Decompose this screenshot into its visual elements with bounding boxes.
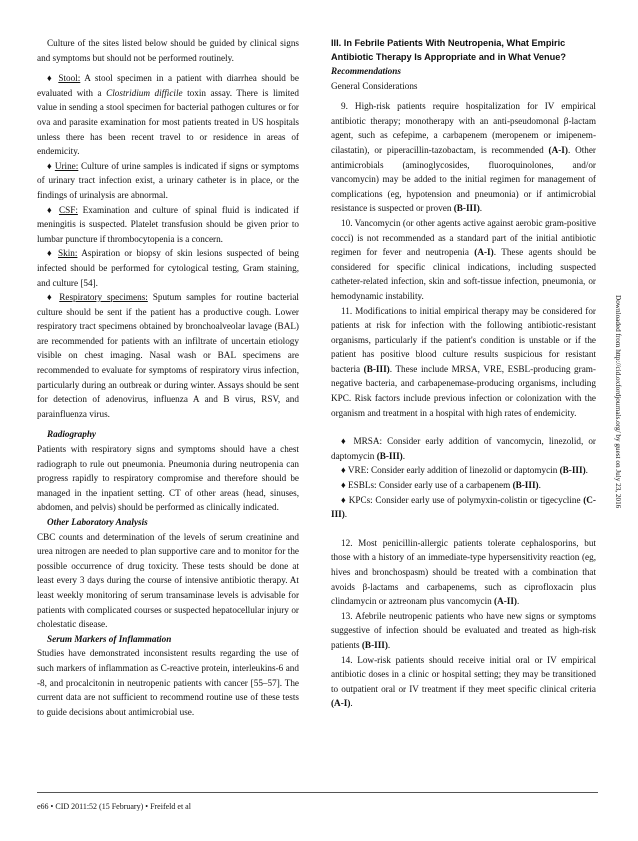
bullet-kpc: ♦ KPCs: Consider early use of polymyxin-colistin or tigecycline (C-III).	[331, 494, 596, 520]
rating: (B-III)	[361, 639, 388, 650]
page-footer: e66 • CID 2011:52 (15 February) • Freifeld et al	[37, 802, 191, 811]
csf-label: CSF:	[58, 204, 78, 215]
serum-markers-paragraph: Studies have demonstrated inconsistent results regarding the use of such markers of inflammation as C-reactive protein, interleukins-6 and -8, and procalcitonin in neutropenic patients with cancer [55–57]. The current data are not sufficient to recommend routine use of these tests to guide decisions about antimicrobial use.	[37, 648, 299, 717]
intro-paragraph: Culture of the sites listed below should be guided by clinical signs and symptoms but should not be performed routinely.	[37, 38, 299, 63]
rating: (A-II)	[494, 596, 517, 607]
stool-label: Stool:	[58, 73, 81, 84]
skin-paragraph: ♦ Skin: Aspiration or biopsy of skin lesions suspected of being infected should be performed for cytological testing, Gram staining, and culture [54].	[37, 248, 299, 288]
recommendation-12: 12. Most penicillin-allergic patients tolerate cephalosporins, but those with a history of an immediate-type hypersensitivity reaction (eg, hives and bronchospasm) should be treated with a combination that avoids β-lactams and carbapenems, such as ciprofloxacin plus clindamycin or aztreonam plus vancomycin (A-II).	[331, 537, 596, 607]
recommendations-heading: Recommendations	[331, 66, 401, 76]
skin-label: Skin:	[58, 248, 78, 259]
respiratory-label: Respiratory specimens:	[59, 292, 148, 303]
urine-paragraph: ♦ Urine: Culture of urine samples is indicated if signs or symptoms of urinary tract infection exist, a urinary catheter is in place, or the findings of urinalysis are abnormal.	[37, 160, 299, 200]
respiratory-paragraph: ♦ Respiratory specimens: Sputum samples for routine bacterial culture should be sent if the patient has a productive cough. Lower respiratory tract specimens obtained by bronchoalveolar lavage (BAL) are recommended for patients with an infiltrate of uncertain etiology visible on chest imaging. Nasal wash or BAL specimens are recommended to evaluate for symptoms of respiratory virus infection, particularly during an outbreak or during winter. Assays should be sent for detection of adenovirus, influenza A and B virus, RSV, and parainfluenza virus.	[37, 292, 299, 419]
radiography-heading: Radiography	[47, 429, 97, 440]
footer-divider	[37, 792, 598, 793]
section-heading: III. In Febrile Patients With Neutropenia, What Empiric Antibiotic Therapy Is Appropriate and in What Venue?	[331, 38, 566, 62]
rating: (B-III)	[453, 203, 480, 214]
rating: (A-I)	[548, 144, 568, 155]
radiography-paragraph: Patients with respiratory signs and symptoms should have a chest radiograph to rule out pneumonia. Pneumonia during neutropenia can progress rapidly to respiratory compromise and therefore should be managed in the inpatient setting. CT of other areas (head, sinuses, abdomen, and pelvis) should be performed as clinically indicated.	[37, 444, 299, 513]
recommendation-14: 14. Low-risk patients should receive initial oral or IV empirical antibiotic doses in a clinic or hospital setting; they may be transitioned to outpatient oral or IV treatment if they meet specific clinical criteria (A-I).	[331, 654, 596, 709]
general-considerations-heading: General Considerations	[331, 80, 418, 91]
rating: (C-III)	[331, 494, 596, 520]
bullet-mrsa: ♦ MRSA: Consider early addition of vancomycin, linezolid, or daptomycin (B-III).	[331, 436, 596, 461]
download-watermark[interactable]: Downloaded from http://cid.oxfordjournals.org/ by guest on July 23, 2016	[614, 295, 622, 509]
organism-name: Clostridium difficile	[106, 87, 183, 98]
rating: (A-I)	[474, 247, 494, 258]
csf-paragraph: ♦ CSF: Examination and culture of spinal fluid is indicated if meningitis is suspected. Platelet transfusion should be given prior to lumbar puncture if thrombocytopenia is a concern.	[37, 204, 299, 244]
right-column	[331, 36, 596, 711]
rating: (A-I)	[331, 698, 351, 709]
other-lab-paragraph: CBC counts and determination of the levels of serum creatinine and urea nitrogen are needed to plan supportive care and to monitor for the possible occurrence of drug toxicity. These tests should be done at least every 3 days during the course of intensive antibiotic therapy. At least weekly monitoring of serum transaminase levels is advisable for patients with complicated courses or suspected hepatocellular injury or cholestatic disease.	[37, 531, 299, 630]
recommendation-10: 10. Vancomycin (or other agents active against aerobic gram-positive cocci) is not recommended as a standard part of the initial antibiotic regimen for fever and neutropenia (A-I). These agents should be considered for specific clinical indications, including suspected catheter-related infection, skin and soft-tissue infection, pneumonia, or hemodynamic instability.	[331, 217, 596, 301]
rating: (B-III)	[376, 450, 403, 461]
recommendation-9: 9. High-risk patients require hospitalization for IV empirical antibiotic therapy; monotherapy with an anti-pseudomonal β-lactam agent, such as cefepime, a carbapenem (meropenem or imipenem-cilastatin), or piperacillin-tazobactam, is recommended (A-I). Other antimicrobials (aminoglycosides, fluoroquinolones, and/or vancomycin) may be added to the initial regimen for management of complications (eg, hypotension and pneumonia) or if antimicrobial resistance is suspected or proven (B-III).	[331, 101, 596, 214]
rating: (B-III)	[559, 465, 586, 476]
rating: (B-III)	[512, 480, 539, 491]
recommendation-11: 11. Modifications to initial empirical therapy may be considered for patients at risk for infection with the following antibiotic-resistant organisms, particularly if the patient's condition is unstable or if the patient has positive blood culture results suspicious for resistant bacteria (B-III). These include MRSA, VRE, ESBL-producing gram-negative bacteria, and carbapenemase-producing organisms, including KPC. Risk factors include previous infection or colonization with the organism and treatment in a hospital with high rates of endemicity.	[331, 305, 596, 418]
serum-markers-heading: Serum Markers of Inflammation	[47, 633, 172, 644]
rating: (B-III)	[363, 363, 390, 374]
bullet-esbl: ♦ ESBLs: Consider early use of a carbapenem (B-III).	[341, 480, 541, 491]
left-column	[37, 36, 299, 719]
bullet-vre: ♦ VRE: Consider early addition of linezolid or daptomycin (B-III).	[341, 465, 588, 476]
urine-label: Urine:	[54, 160, 79, 171]
recommendation-13: 13. Afebrile neutropenic patients who have new signs or symptoms suggestive of infection should be evaluated and treated as high-risk patients (B-III).	[331, 610, 596, 650]
stool-paragraph: ♦ Stool: A stool specimen in a patient with diarrhea should be evaluated with a Clostridium difficile toxin assay. There is limited value in sending a stool specimen for bacterial pathogen cultures or for ova and parasite examination for most patients treated in US hospitals unless there has been recent travel to or residence in areas of endemicity.	[37, 73, 299, 157]
other-lab-heading: Other Laboratory Analysis	[47, 517, 148, 527]
